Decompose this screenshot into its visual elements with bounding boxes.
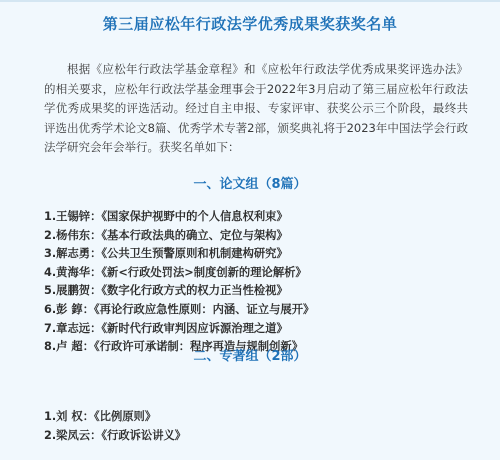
item-colon: ：	[82, 302, 94, 316]
author-name: 章志远	[56, 321, 91, 335]
item-index: 2.	[44, 228, 57, 242]
list-item	[44, 301, 314, 320]
author-name: 刘 权	[56, 410, 83, 423]
item-colon: ：	[90, 247, 102, 261]
item-index: 4.	[44, 265, 57, 279]
work-title: 《新时代行政审判因应诉源治理之道》	[101, 321, 288, 335]
item-index: 3.	[44, 247, 57, 261]
work-title: 《公共卫生预警原则和机制建构研究》	[101, 247, 288, 261]
item-index: 7.	[44, 321, 57, 335]
list-item	[44, 245, 314, 264]
monographs-award-list	[44, 408, 186, 445]
item-colon: ：	[90, 265, 102, 279]
item-index: 6.	[44, 302, 57, 316]
list-item	[44, 282, 314, 301]
work-title: 《数字化行政方式的权力正当性检视》	[101, 284, 288, 298]
item-index: 5.	[44, 284, 57, 298]
author-name: 梁凤云	[56, 428, 91, 442]
item-colon: ：	[90, 284, 102, 298]
work-title: 《基本行政法典的确立、定位与架构》	[101, 228, 288, 242]
work-title: 《新<行政处罚法>制度创新的理论解析》	[101, 265, 307, 279]
list-item	[44, 264, 314, 283]
item-index: 2.	[44, 428, 57, 442]
author-name: 黄海华	[56, 265, 91, 279]
author-name: 展鹏贺	[56, 284, 91, 298]
item-colon: ：	[82, 410, 94, 423]
list-item	[44, 320, 314, 339]
list-item	[44, 427, 186, 446]
intro-paragraph: 根据《应松年行政法学基金章程》和《应松年行政法学优秀成果奖评选办法》的相关要求，应松年行政法学基金理事会于2022年3月启动了第三届应松年行政法学优秀成果奖的评选活动。经过自主申报、专家评审、获奖公示三个阶段，最终共评选出优秀学术论文8篇、优秀学术专著2部，颁奖典礼将于2023年中国法学会行政法学研究会年会举行。获奖名单如下：	[44, 62, 468, 154]
list-item	[44, 208, 314, 227]
author-name: 卢 超	[56, 340, 83, 354]
author-name: 杨伟东	[56, 228, 91, 242]
work-title: 《行政许可承诺制：程序再造与规制创新》	[94, 340, 303, 354]
section-heading-monographs: 二、专著组（2部）	[193, 349, 307, 364]
item-colon: ：	[90, 321, 102, 335]
author-name: 解志勇	[56, 247, 91, 261]
work-title: 《再论行政应急性原则：内涵、证立与展开》	[94, 302, 315, 316]
author-name: 王锡锌	[56, 210, 91, 223]
item-index: 1.	[44, 210, 57, 223]
item-colon: ：	[90, 210, 102, 223]
item-colon: ：	[90, 428, 102, 442]
list-item	[44, 227, 314, 246]
work-title: 《国家保护视野中的个人信息权利束》	[101, 210, 288, 223]
list-item	[44, 408, 186, 427]
item-colon: ：	[90, 228, 102, 242]
papers-award-list	[44, 208, 314, 357]
work-title: 《比例原则》	[94, 410, 157, 423]
item-colon: ：	[82, 340, 94, 354]
item-index: 1.	[44, 410, 57, 423]
author-name: 彭 錞	[56, 302, 83, 316]
item-index: 8.	[44, 340, 57, 354]
page-title: 第三届应松年行政法学优秀成果奖获奖名单	[102, 15, 398, 33]
section-heading-papers: 一、论文组（8篇）	[193, 177, 307, 192]
top-divider	[0, 0, 500, 2]
work-title: 《行政诉讼讲义》	[101, 428, 187, 442]
